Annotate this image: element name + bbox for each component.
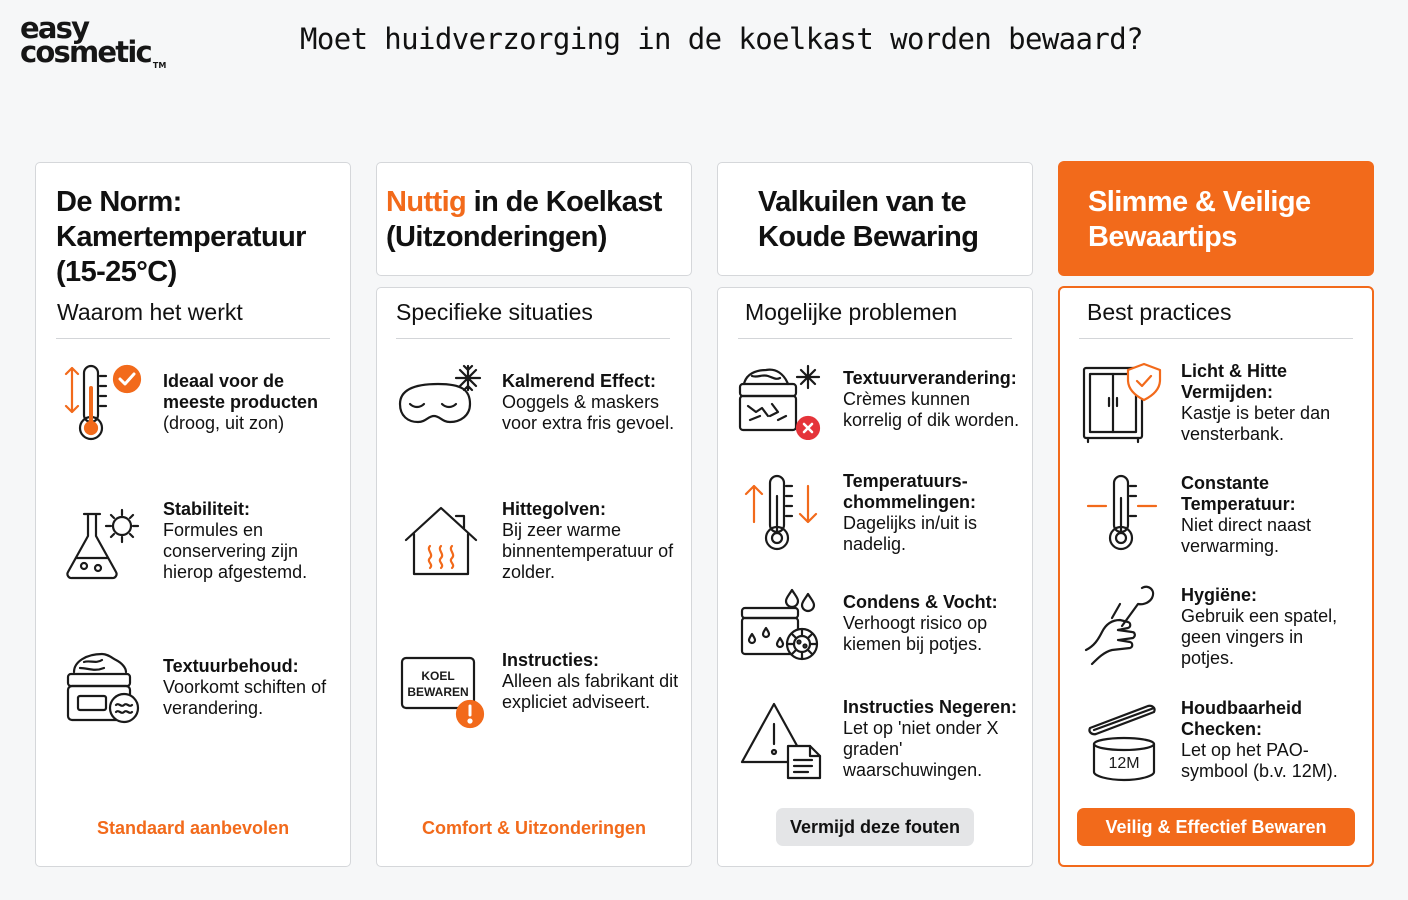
column-3-title: Valkuilen van te Koude Bewaring [758,186,979,253]
thermometer-check-icon [60,362,144,444]
column-4-title: Slimme & Veilige Bewaartips [1088,186,1311,253]
flask-gear-icon [62,500,144,582]
brand-line-1: easy [20,11,89,45]
svg-text:12M: 12M [1108,755,1140,772]
column-2-footer: Comfort & Uitzonderingen [422,818,646,838]
column-2-divider [396,338,670,339]
column-4-item-3: Hygiëne: Gebruik een spatel, geen vingers in potjes. [1181,585,1338,668]
column-3-item-1: Textuurverandering: Crèmes kunnen korrelig of dik worden. [843,368,1020,430]
column-4-item-2: Constante Temperatuur: Niet direct naast verwarming. [1181,473,1312,556]
house-heat-icon [402,504,480,578]
koel-bewaren-label-icon [400,656,486,730]
svg-text:KOEL: KOEL [421,669,455,683]
column-3-item-4: Instructies Negeren: Let op 'niet onder X graden' waarschuwingen. [843,697,1018,780]
condensation-jar-icon [740,586,824,666]
column-4-item-4: Houdbaarheid Checken: Let op het PAO-symbool (b.v. 12M). [1181,698,1338,781]
hand-spatula-icon [1082,582,1166,666]
column-1-item-1: Ideaal voor de meeste producten (droog, uit zon) [163,371,319,433]
svg-text:BEWAREN: BEWAREN [407,685,469,699]
cabinet-shield-icon [1082,360,1164,444]
column-3-item-2: Temperatuurs- chommelingen: Dagelijks in/uit is nadelig. [843,471,978,554]
thermometer-fluctuation-icon [740,472,822,554]
avoid-mistakes-badge: Vermijd deze fouten [776,808,974,846]
column-1-footer: Standaard aanbevolen [97,818,290,838]
thermometer-stable-icon [1084,472,1160,554]
column-4-divider [1079,338,1353,339]
column-3-subhead: Mogelijke problemen [745,299,958,325]
safe-storage-badge: Veilig & Effectief Bewaren [1077,808,1355,846]
column-3-item-3: Condens & Vocht: Verhoogt risico op kiemen bij potjes. [843,592,998,654]
column-1-title: De Norm: Kamertemperatuur (15-25°C) [56,186,306,288]
column-1-item-2: Stabiliteit: Formules en conservering zijn hierop afgestemd. [163,499,308,582]
column-1-subhead: Waarom het werkt [57,299,243,325]
brand-logo [20,11,190,76]
eye-mask-snowflake-icon [396,362,488,432]
brand-line-2: cosmetic ™ [20,35,167,70]
column-4-item-1: Licht & Hitte Vermijden: Kastje is beter dan vensterbank. [1181,361,1331,444]
cracked-jar-snowflake-icon [738,362,826,440]
column-4-subhead: Best practices [1087,299,1232,325]
column-2-item-1: Kalmerend Effect: Ooggels & maskers voor extra fris gevoel. [502,371,675,433]
column-2-title: Nuttig in de Koelkast (Uitzonderingen) [386,186,662,253]
column-3-divider [738,338,1012,339]
pao-jar-icon [1086,702,1162,782]
column-2-item-3: Instructies: Alleen als fabrikant dit expliciet adviseert. [502,650,679,712]
column-1-divider [56,338,330,339]
column-1-item-3: Textuurbehoud: Voorkomt schiften of verandering. [163,656,327,718]
page-title: Moet huidverzorging in de koelkast worden bewaard? [300,22,1143,56]
cream-jar-icon [64,652,144,728]
column-2-item-2: Hittegolven: Bij zeer warme binnentemperatuur of zolder. [502,499,674,582]
warning-document-icon [740,700,824,780]
column-2-subhead: Specifieke situaties [396,299,593,325]
